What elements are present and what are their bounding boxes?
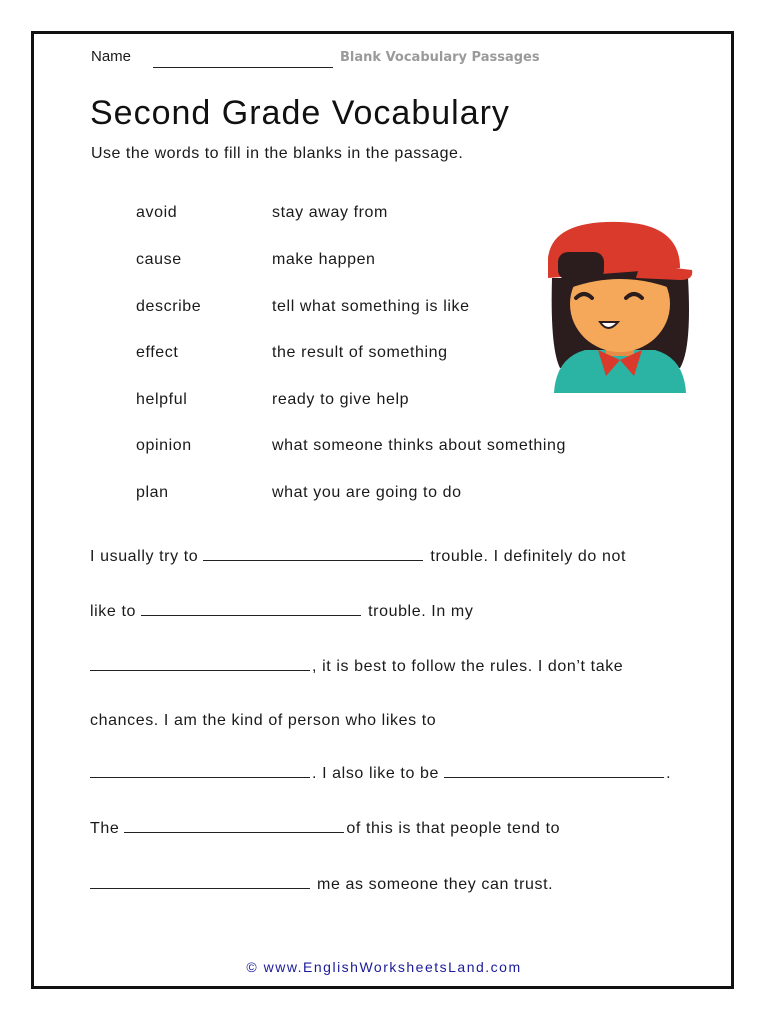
passage-line [90, 820, 560, 838]
vocab-definition: make happen [272, 251, 376, 268]
answer-blank[interactable] [203, 548, 423, 561]
passage-text: trouble. I definitely do not [430, 548, 626, 565]
passage-line [90, 712, 436, 730]
instructions: Use the words to fill in the blanks in the passage. [91, 145, 464, 162]
passage-text: like to [90, 603, 136, 620]
vocab-definition: stay away from [272, 204, 388, 221]
series-title: Blank Vocabulary Passages [340, 50, 540, 65]
passage-line [90, 765, 671, 783]
vocab-word: plan [136, 484, 169, 501]
answer-blank[interactable] [141, 603, 361, 616]
passage-text: , it is best to follow the rules. I don’t take [312, 658, 624, 675]
name-blank[interactable] [153, 67, 333, 68]
answer-blank[interactable] [90, 765, 310, 778]
vocab-word: cause [136, 251, 182, 268]
passage-line [90, 876, 553, 894]
passage-text: The [90, 820, 120, 837]
answer-blank[interactable] [124, 820, 344, 833]
vocab-word: describe [136, 298, 202, 315]
vocab-definition: what you are going to do [272, 484, 462, 501]
answer-blank[interactable] [444, 765, 664, 778]
page-title: Second Grade Vocabulary [90, 94, 510, 132]
passage-text: . I also like to be [312, 765, 440, 782]
footer-link[interactable]: © www.EnglishWorksheetsLand.com [246, 959, 522, 975]
vocab-definition: what someone thinks about something [272, 437, 567, 454]
passage-line [90, 658, 623, 676]
passage-text: of this is that people tend to [346, 820, 561, 837]
passage-text: . [666, 765, 672, 782]
vocab-word: opinion [136, 437, 192, 454]
answer-blank[interactable] [90, 658, 310, 671]
student-avatar-icon [540, 218, 700, 393]
passage-text: me as someone they can trust. [317, 876, 554, 893]
name-label: Name [91, 48, 132, 65]
passage-line [90, 603, 473, 621]
passage-text: I usually try to [90, 548, 199, 565]
vocab-definition: tell what something is like [272, 298, 470, 315]
passage-text: chances. I am the kind of person who likes to [90, 712, 437, 729]
vocab-word: effect [136, 344, 179, 361]
vocab-definition: the result of something [272, 344, 448, 361]
vocab-word: helpful [136, 391, 188, 408]
vocab-definition: ready to give help [272, 391, 410, 408]
vocab-word: avoid [136, 204, 178, 221]
worksheet-border [31, 31, 734, 989]
passage-line [90, 548, 626, 566]
passage-text: trouble. In my [368, 603, 474, 620]
answer-blank[interactable] [90, 876, 310, 889]
